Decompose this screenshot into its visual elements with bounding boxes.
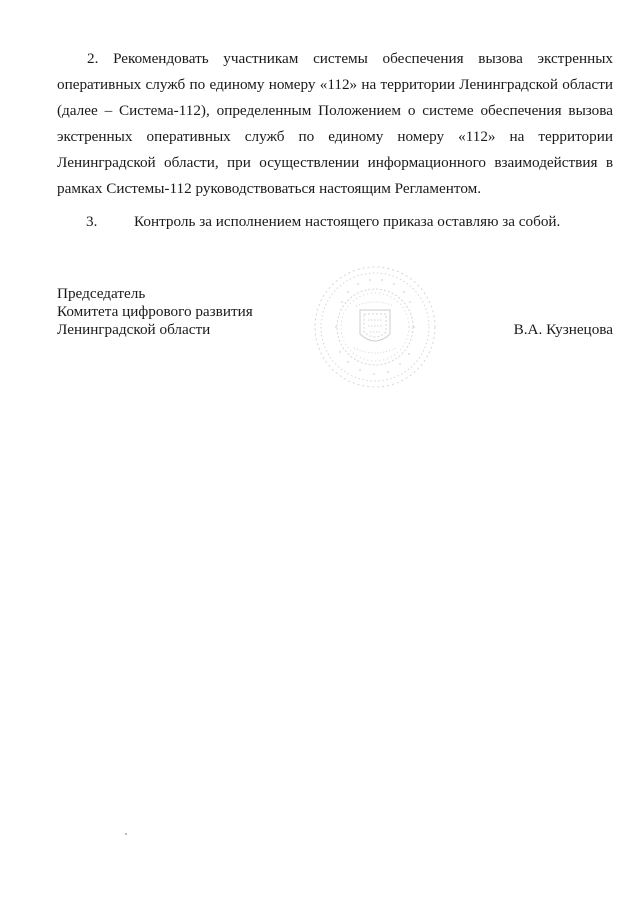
paragraph-3-text: Контроль за исполнением настоящего приказа оставляю за собой.	[134, 213, 561, 230]
signer-position-line-1: Председатель	[57, 285, 146, 302]
paragraph-3-number: 3.	[86, 213, 98, 230]
paragraph-3	[57, 209, 613, 235]
paragraph-2-text: Рекомендовать участникам системы обеспечения вызова экстренных оперативных служб по единому номеру «112» на территории Ленинградской области (далее – Система-112), определенным Положением о системе обеспечения вызова экстренных оперативных служб по единому номеру «112» на территории Ленинградской области, при осуществлении информационного взаимодействия в рамках Системы-112 руководствоваться настоящим Регламентом.	[57, 50, 613, 197]
signer-position-line-3: Ленинградской области	[57, 321, 211, 338]
signer-position	[57, 285, 253, 339]
official-seal-stamp	[312, 262, 438, 392]
paragraph-2	[57, 46, 613, 202]
signer-position-line-2: Комитета цифрового развития	[57, 303, 253, 320]
paragraph-2-number: 2.	[87, 50, 99, 67]
scan-artifact-dot	[125, 833, 127, 835]
signer-name: В.А. Кузнецова	[513, 321, 613, 338]
